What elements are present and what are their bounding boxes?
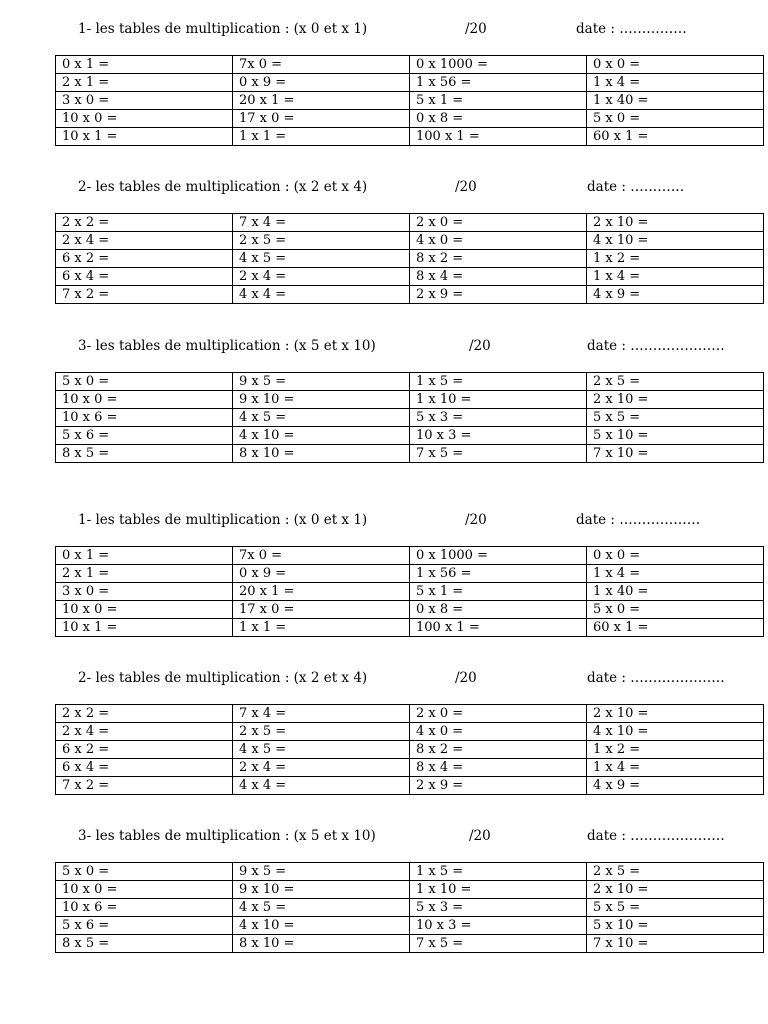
table-cell[interactable]: 7x 0 = [233,56,410,74]
table-cell[interactable]: 1 x 10 = [410,391,587,409]
section-score: /20 [455,670,477,686]
table-cell[interactable]: 2 x 9 = [410,777,587,795]
table-row [56,445,764,463]
table-cell[interactable]: 7 x 2 = [56,286,233,304]
table-cell[interactable]: 4 x 9 = [587,777,764,795]
table-row [56,881,764,899]
table-row [56,373,764,391]
table-cell[interactable]: 1 x 2 = [587,250,764,268]
table-cell[interactable]: 0 x 0 = [587,547,764,565]
table-cell[interactable]: 7 x 5 = [410,935,587,953]
table-row [56,777,764,795]
table-cell[interactable]: 4 x 5 = [233,409,410,427]
table-cell[interactable]: 4 x 9 = [587,286,764,304]
table-cell[interactable]: 5 x 6 = [56,427,233,445]
table-cell[interactable]: 4 x 10 = [587,723,764,741]
table-row [56,917,764,935]
section-score: /20 [465,512,487,528]
table-row [56,759,764,777]
table-cell[interactable]: 2 x 10 = [587,705,764,723]
table-cell[interactable]: 10 x 6 = [56,409,233,427]
table-cell[interactable]: 10 x 0 = [56,110,233,128]
table-cell[interactable]: 7 x 4 = [233,705,410,723]
table-row [56,286,764,304]
section-date[interactable]: date : ………… [587,179,685,195]
table-cell[interactable]: 0 x 8 = [410,110,587,128]
table-row [56,250,764,268]
table-cell[interactable]: 1 x 10 = [410,881,587,899]
table-cell[interactable]: 3 x 0 = [56,92,233,110]
table-row [56,863,764,881]
multiplication-table [55,704,764,795]
section-date[interactable]: date : ………………… [587,338,725,354]
table-row [56,74,764,92]
table-cell[interactable]: 2 x 5 = [587,863,764,881]
table-cell[interactable]: 5 x 5 = [587,899,764,917]
table-row [56,583,764,601]
table-cell[interactable]: 2 x 4 = [233,759,410,777]
table-cell[interactable]: 4 x 10 = [233,427,410,445]
table-cell[interactable]: 1 x 4 = [587,268,764,286]
table-cell[interactable]: 10 x 0 = [56,601,233,619]
table-cell[interactable]: 5 x 5 = [587,409,764,427]
section-title: 1- les tables de multiplication : (x 0 et x 1) [78,21,368,37]
table-cell[interactable]: 1 x 2 = [587,741,764,759]
section-title: 1- les tables de multiplication : (x 0 et x 1) [78,512,368,528]
table-cell[interactable]: 17 x 0 = [233,110,410,128]
table-cell[interactable]: 7 x 10 = [587,935,764,953]
table-cell[interactable]: 10 x 1 = [56,128,233,146]
table-cell[interactable]: 10 x 0 = [56,881,233,899]
table-cell[interactable]: 0 x 9 = [233,565,410,583]
section-title: 2- les tables de multiplication : (x 2 et x 4) [78,670,368,686]
table-cell[interactable]: 5 x 10 = [587,427,764,445]
table-row [56,232,764,250]
table-cell[interactable]: 9 x 5 = [233,863,410,881]
section-title: 3- les tables de multiplication : (x 5 et x 10) [78,338,376,354]
table-cell[interactable]: 10 x 0 = [56,391,233,409]
table-row [56,427,764,445]
table-cell[interactable]: 20 x 1 = [233,583,410,601]
table-cell[interactable]: 1 x 1 = [233,128,410,146]
table-cell[interactable]: 0 x 8 = [410,601,587,619]
table-cell[interactable]: 7 x 10 = [587,445,764,463]
table-row [56,705,764,723]
table-cell[interactable]: 5 x 0 = [587,110,764,128]
multiplication-table [55,213,764,304]
table-cell[interactable]: 20 x 1 = [233,92,410,110]
table-cell[interactable]: 2 x 2 = [56,214,233,232]
table-cell[interactable]: 5 x 0 = [56,863,233,881]
table-cell[interactable]: 60 x 1 = [587,128,764,146]
section-date[interactable]: date : ………………… [587,670,725,686]
table-row [56,547,764,565]
table-row [56,214,764,232]
table-cell[interactable]: 4 x 0 = [410,723,587,741]
table-cell[interactable]: 4 x 0 = [410,232,587,250]
multiplication-table [55,862,764,953]
table-cell[interactable]: 4 x 4 = [233,286,410,304]
table-row [56,268,764,286]
table-cell[interactable]: 10 x 3 = [410,917,587,935]
table-cell[interactable]: 3 x 0 = [56,583,233,601]
table-cell[interactable]: 2 x 10 = [587,881,764,899]
table-cell[interactable]: 5 x 6 = [56,917,233,935]
table-cell[interactable]: 2 x 9 = [410,286,587,304]
table-cell[interactable]: 7 x 2 = [56,777,233,795]
table-cell[interactable]: 0 x 9 = [233,74,410,92]
table-cell[interactable]: 8 x 5 = [56,935,233,953]
table-cell[interactable]: 2 x 1 = [56,565,233,583]
table-cell[interactable]: 8 x 10 = [233,445,410,463]
table-cell[interactable]: 9 x 10 = [233,391,410,409]
table-row [56,56,764,74]
table-cell[interactable]: 10 x 3 = [410,427,587,445]
table-cell[interactable]: 2 x 1 = [56,74,233,92]
multiplication-table [55,55,764,146]
table-cell[interactable]: 4 x 4 = [233,777,410,795]
table-cell[interactable]: 2 x 10 = [587,391,764,409]
section-score: /20 [455,179,477,195]
section-title: 2- les tables de multiplication : (x 2 et x 4) [78,179,368,195]
table-row [56,110,764,128]
table-cell[interactable]: 8 x 4 = [410,759,587,777]
table-cell[interactable]: 6 x 4 = [56,759,233,777]
table-cell[interactable]: 60 x 1 = [587,619,764,637]
section-score: /20 [465,21,487,37]
table-cell[interactable]: 0 x 1 = [56,56,233,74]
table-cell[interactable]: 9 x 5 = [233,373,410,391]
table-cell[interactable]: 2 x 5 = [587,373,764,391]
table-cell[interactable]: 7 x 5 = [410,445,587,463]
table-cell[interactable]: 100 x 1 = [410,619,587,637]
table-cell[interactable]: 2 x 0 = [410,705,587,723]
table-cell[interactable]: 5 x 3 = [410,899,587,917]
table-cell[interactable]: 10 x 6 = [56,899,233,917]
table-cell[interactable]: 8 x 2 = [410,741,587,759]
table-row [56,391,764,409]
table-cell[interactable]: 4 x 5 = [233,899,410,917]
table-cell[interactable]: 17 x 0 = [233,601,410,619]
section-score: /20 [469,338,491,354]
section-title: 3- les tables de multiplication : (x 5 et x 10) [78,828,376,844]
table-row [56,741,764,759]
table-cell[interactable]: 2 x 4 = [56,723,233,741]
table-cell[interactable]: 7 x 4 = [233,214,410,232]
table-row [56,899,764,917]
table-cell[interactable]: 1 x 40 = [587,92,764,110]
table-cell[interactable]: 1 x 56 = [410,565,587,583]
table-cell[interactable]: 5 x 0 = [587,601,764,619]
table-row [56,128,764,146]
table-row [56,723,764,741]
table-cell[interactable]: 6 x 2 = [56,250,233,268]
table-cell[interactable]: 2 x 5 = [233,723,410,741]
table-row [56,92,764,110]
multiplication-table [55,546,764,637]
section-date[interactable]: date : ………………… [587,828,725,844]
table-row [56,935,764,953]
table-cell[interactable]: 5 x 1 = [410,583,587,601]
table-cell[interactable]: 1 x 56 = [410,74,587,92]
table-cell[interactable]: 100 x 1 = [410,128,587,146]
table-cell[interactable]: 2 x 10 = [587,214,764,232]
table-cell[interactable]: 4 x 5 = [233,741,410,759]
table-cell[interactable]: 2 x 5 = [233,232,410,250]
table-row [56,565,764,583]
table-cell[interactable]: 1 x 1 = [233,619,410,637]
table-cell[interactable]: 2 x 4 = [56,232,233,250]
table-cell[interactable]: 2 x 0 = [410,214,587,232]
table-cell[interactable]: 8 x 10 = [233,935,410,953]
table-row [56,601,764,619]
section-date[interactable]: date : …………… [576,21,687,37]
table-cell[interactable]: 0 x 0 = [587,56,764,74]
table-cell[interactable]: 1 x 5 = [410,863,587,881]
table-cell[interactable]: 5 x 10 = [587,917,764,935]
table-cell[interactable]: 2 x 2 = [56,705,233,723]
section-date[interactable]: date : ……………… [576,512,701,528]
table-cell[interactable]: 8 x 5 = [56,445,233,463]
table-cell[interactable]: 1 x 4 = [587,74,764,92]
table-cell[interactable]: 4 x 5 = [233,250,410,268]
table-cell[interactable]: 0 x 1000 = [410,56,587,74]
table-cell[interactable]: 8 x 4 = [410,268,587,286]
table-cell[interactable]: 9 x 10 = [233,881,410,899]
table-cell[interactable]: 4 x 10 = [587,232,764,250]
table-cell[interactable]: 6 x 4 = [56,268,233,286]
table-cell[interactable]: 7x 0 = [233,547,410,565]
table-cell[interactable]: 0 x 1000 = [410,547,587,565]
table-cell[interactable]: 1 x 40 = [587,583,764,601]
table-cell[interactable]: 1 x 5 = [410,373,587,391]
table-cell[interactable]: 1 x 4 = [587,565,764,583]
section-score: /20 [469,828,491,844]
table-cell[interactable]: 1 x 4 = [587,759,764,777]
table-cell[interactable]: 2 x 4 = [233,268,410,286]
table-row [56,619,764,637]
table-cell[interactable]: 8 x 2 = [410,250,587,268]
table-row [56,409,764,427]
table-cell[interactable]: 6 x 2 = [56,741,233,759]
table-cell[interactable]: 5 x 0 = [56,373,233,391]
table-cell[interactable]: 4 x 10 = [233,917,410,935]
table-cell[interactable]: 5 x 3 = [410,409,587,427]
multiplication-table [55,372,764,463]
table-cell[interactable]: 0 x 1 = [56,547,233,565]
table-cell[interactable]: 10 x 1 = [56,619,233,637]
table-cell[interactable]: 5 x 1 = [410,92,587,110]
